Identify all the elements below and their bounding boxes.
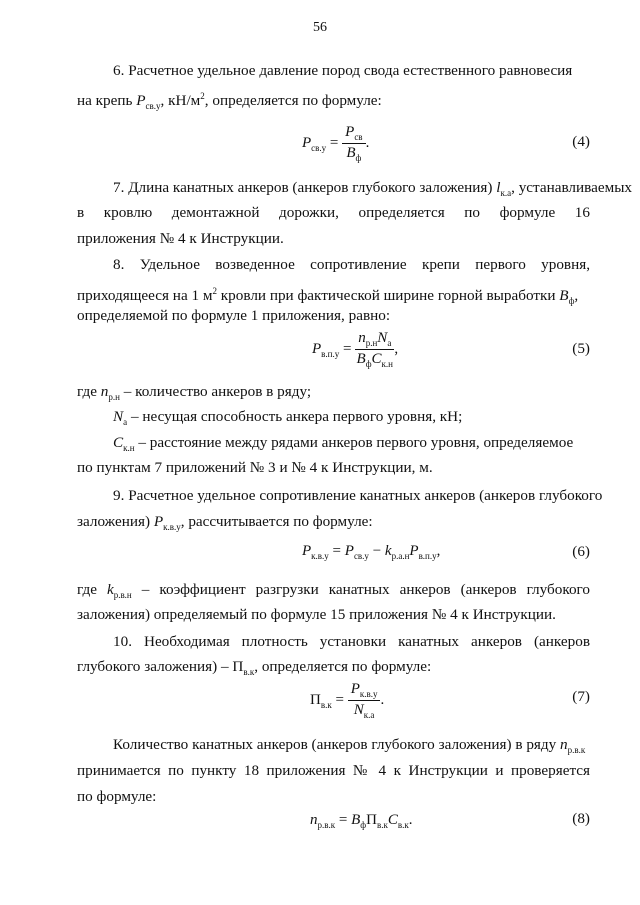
- paragraph-9-line-1: 9. Расчетное удельное сопротивление канатных анкеров (анкеров глубокого: [113, 487, 603, 504]
- paragraph-8-line-2: приходящееся на 1 $м^2$ кровли при фактической ширине горной выработки $B_ф$,: [77, 286, 579, 307]
- formula-7: $П_{в.к}$ = $\frac{P_{к.в.у}}{N_{к.а}}$ .: [310, 681, 385, 720]
- paragraph-6-line-1: 6. Расчетное удельное давление пород свода естественного равновесия: [113, 62, 573, 79]
- paragraph-11-line-2: принимается по пункту 18 приложения № 4 к Инструкции и проверяется: [77, 762, 590, 779]
- where-6-line-1: где $k_{р.в.н}$ – коэффициент разгрузки канатных анкеров (анкеров глубокого: [77, 581, 590, 601]
- paragraph-10-line-2: глубокого заложения) – $П_{в.к}$, определяется по формуле:: [77, 658, 432, 678]
- paragraph-9-line-2: заложения) $P_{к.в.у}$, рассчитывается по формуле:: [77, 513, 373, 533]
- where-line-2: $N_а$ – несущая способность анкера первого уровня, кН;: [113, 408, 463, 428]
- formula-6-number: (6): [572, 543, 590, 560]
- formula-5-number: (5): [572, 340, 590, 357]
- formula-8-number: (8): [572, 810, 590, 827]
- paragraph-6-line-2: на крепь $P_{св.у}$, $кН/м^2$, определяется по формуле:: [77, 91, 382, 112]
- paragraph-11-line-3: по формуле:: [77, 788, 157, 805]
- formula-7-number: (7): [572, 688, 590, 705]
- formula-4: $P_{св.у}$ = $\frac{P_{св}}{B_ф}$ .: [302, 124, 370, 163]
- paragraph-7-line-3: приложения № 4 к Инструкции.: [77, 230, 284, 247]
- formula-4-number: (4): [572, 133, 590, 150]
- paragraph-7-line-1: 7. Длина канатных анкеров (анкеров глубокого заложения) $l_{к.а}$, устанавливаемых: [113, 179, 632, 199]
- where-line-1: где $n_{р.н}$ – количество анкеров в ряду;: [77, 383, 312, 403]
- page-number: 56: [313, 20, 327, 35]
- formula-6: $P_{к.в.у} = P_{св.у} - k_{р.а.н}P_{в.п.у}$,: [302, 543, 441, 561]
- paragraph-11-line-1: Количество канатных анкеров (анкеров глубокого заложения) в ряду $n_{р.в.к}$: [113, 736, 586, 756]
- where-line-3: $C_{к.н}$ – расстояние между рядами анкеров первого уровня, определяемое: [113, 434, 574, 454]
- where-6-line-2: заложения) определяемый по формуле 15 приложения № 4 к Инструкции.: [77, 606, 556, 623]
- paragraph-8-line-3: определяемой по формуле 1 приложения, равно:: [77, 307, 391, 324]
- paragraph-7-line-2: в кровлю демонтажной дорожки, определяется по формуле 16: [77, 204, 590, 221]
- paragraph-10-line-1: 10. Необходимая плотность установки канатных анкеров (анкеров: [113, 633, 590, 650]
- paragraph-8-line-1: 8. Удельное возведенное сопротивление крепи первого уровня,: [113, 256, 590, 273]
- formula-5: $P_{в.п.у}$ = $\frac{n_{р.н}N_а}{B_фC_{к.н}}$ ,: [312, 330, 399, 369]
- formula-8: $n_{р.в.к} = B_фП_{в.к}C_{в.к}$.: [310, 812, 413, 830]
- where-line-4: по пунктам 7 приложений № 3 и № 4 к Инструкции, м.: [77, 459, 433, 476]
